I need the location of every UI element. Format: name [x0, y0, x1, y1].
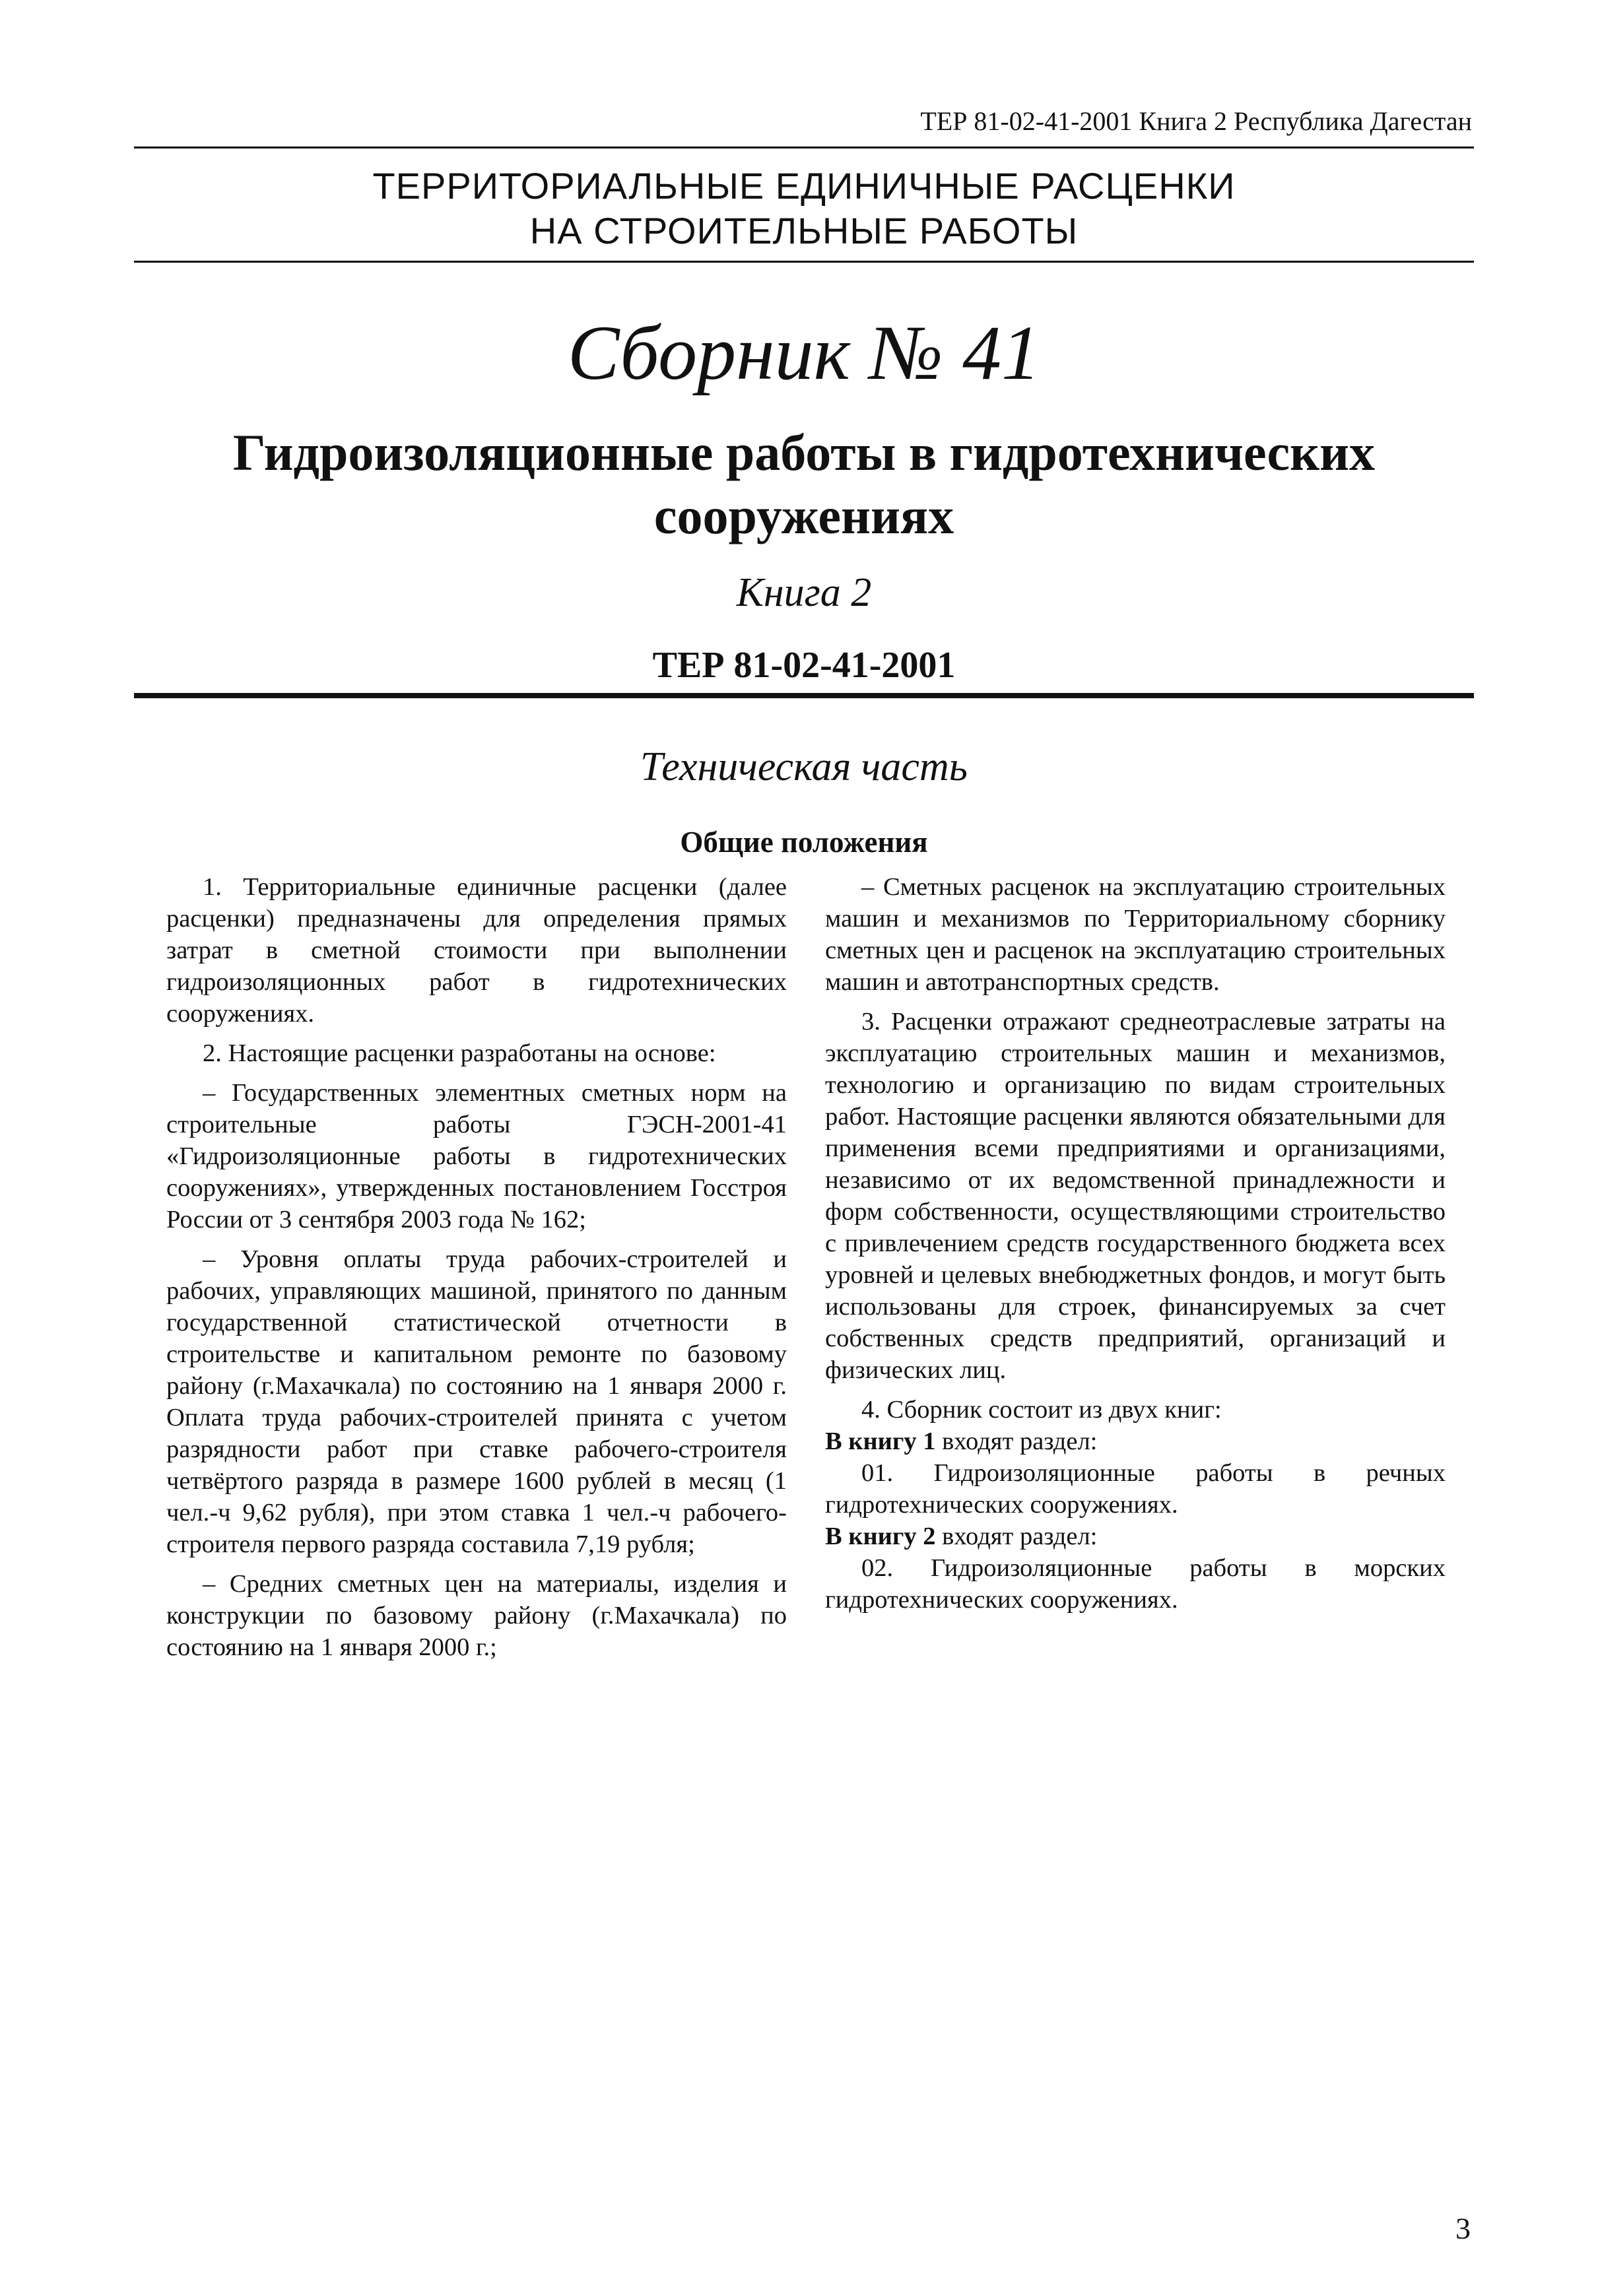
subject-line-1: Гидроизоляционные работы в гидротехнических — [232, 424, 1376, 481]
paragraph-2: 2. Настоящие расценки разработаны на основе: — [203, 1039, 716, 1067]
paragraph-wages: – Уровня оплаты труда рабочих-строителей и рабочих, управляющих машиной, принятого по данным государственной статистической отчетности в строительстве и капитальном ремонте по базовому району (г.Махачкала) по состоянию на 1 января 2000 г. Оплата труда рабочих-строителей принята с учетом разрядности работ при ставке рабочего-строителя четвёртого разряда в размере 1600 рублей в месяц (1 чел.-ч 9,62 рубля), при этом ставка 1 чел.-ч рабочего-строителя первого разряда составила 7,19 рубля; — [166, 1245, 787, 1558]
book-2-label: В книгу 2 — [825, 1523, 936, 1550]
document-code: ТЕР 81-02-41-2001 — [652, 645, 956, 686]
subsection-title: Общие положения — [680, 826, 928, 859]
paragraph-3: 3. Расценки отражают среднеотраслевые затраты на эксплуатацию строительных машин и механизмов, технологию и организацию по видам строительных работ. Настоящие расценки являются обязательными для применения всеми предприятиями и организациями, независимо от их ведомственной принадлежности и форм собственности, осуществляющими строительство с привлечением средств государственного бюджета всех уровней и целевых внебюджетных фондов, и могут быть использованы для строек, финансируемых за счет собственных средств предприятий, организаций и физических лиц. — [825, 1008, 1446, 1384]
paragraph-prices: – Средних сметных цен на материалы, изделия и конструкции по базовому району (г.Махачкала) по состоянию на 1 января 2000 г.; — [166, 1570, 787, 1661]
book-2-section: 02. Гидроизоляционные работы в морских гидротехнических сооружениях. — [825, 1554, 1446, 1614]
book-1-rest: входят раздел: — [935, 1427, 1098, 1455]
collection-title: Сборник № 41 — [567, 310, 1041, 396]
main-title-line-2: НА СТРОИТЕЛЬНЫЕ РАБОТЫ — [529, 210, 1079, 251]
paragraph-1: 1. Территориальные единичные расценки (далее расценки) предназначены для определения прямых затрат в сметной стоимости при выполнении гидроизоляционных работ в гидротехнических сооружениях. — [166, 873, 787, 1028]
paragraph-4: 4. Сборник состоит из двух книг: — [861, 1396, 1222, 1424]
title-rule — [134, 261, 1474, 263]
book-label: Книга 2 — [736, 570, 872, 615]
main-title-line-1: ТЕРРИТОРИАЛЬНЫЕ ЕДИНИЧНЫЕ РАСЦЕНКИ — [372, 165, 1236, 207]
paragraph-gesn: – Государственных элементных сметных норм на строительные работы ГЭСН-2001-41 «Гидроизоляционные работы в гидротехнических сооружениях», утвержденных постановлением Госстроя России от 3 сентября 2003 года № 162; — [166, 1079, 787, 1233]
main-title — [134, 164, 1474, 253]
left-column — [166, 871, 787, 1671]
code-rule — [134, 693, 1474, 698]
subject-title — [134, 421, 1474, 548]
section-title: Техническая часть — [640, 744, 968, 789]
header-rule — [134, 147, 1474, 148]
right-column — [825, 871, 1446, 1616]
page-number: 3 — [1455, 2212, 1471, 2245]
book-1-line — [825, 1426, 1446, 1457]
book-1-label: В книгу 1 — [825, 1427, 936, 1455]
book-1-section: 01. Гидроизоляционные работы в речных гидротехнических сооружениях. — [825, 1459, 1446, 1519]
running-header: ТЕР 81-02-41-2001 Книга 2 Республика Дагестан — [920, 106, 1472, 136]
book-2-line — [825, 1521, 1446, 1552]
subject-line-2: сооружениях — [653, 487, 954, 544]
book-2-rest: входят раздел: — [935, 1523, 1098, 1550]
paragraph-machines: – Сметных расценок на эксплуатацию строительных машин и механизмов по Территориальному сборнику сметных цен и расценок на эксплуатацию строительных машин и автотранспортных средств. — [825, 873, 1446, 996]
